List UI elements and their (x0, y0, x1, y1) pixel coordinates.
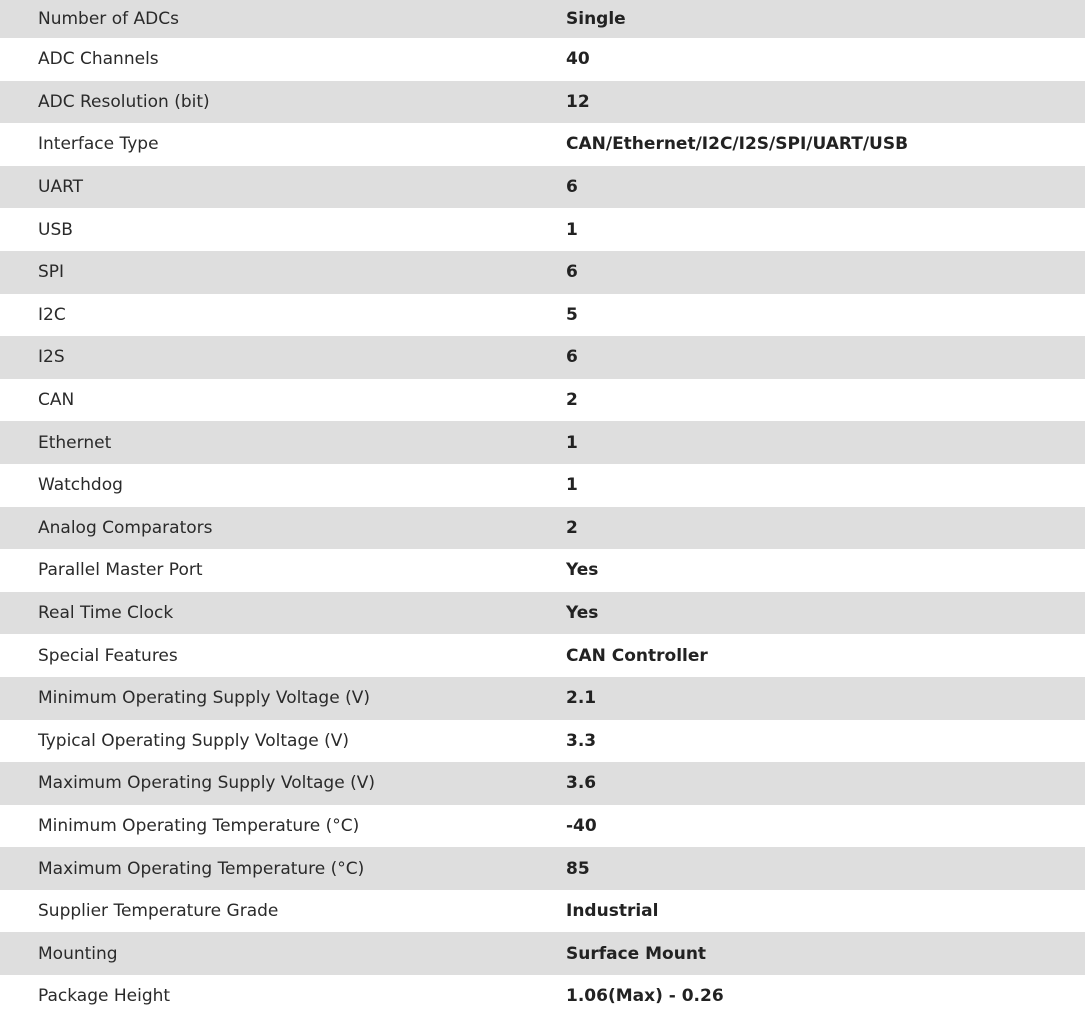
spec-label: Ethernet (38, 432, 112, 453)
spec-row-adc-channels (0, 38, 1085, 81)
spec-value: 5 (566, 304, 578, 325)
spec-row-min-operating-temperature (0, 805, 1085, 848)
spec-row-uart (0, 166, 1085, 209)
spec-value: 3.3 (566, 730, 597, 751)
spec-value: CAN/Ethernet/I2C/I2S/SPI/UART/USB (566, 134, 909, 155)
spec-value: 40 (566, 49, 590, 70)
spec-row-package-height (0, 975, 1085, 1018)
spec-value: 1.06(Max) - 0.26 (566, 986, 724, 1007)
spec-label: Special Features (38, 645, 178, 666)
spec-row-usb (0, 208, 1085, 251)
spec-row-spi (0, 251, 1085, 294)
spec-row-real-time-clock (0, 592, 1085, 635)
spec-value: 6 (566, 347, 578, 368)
spec-label: Typical Operating Supply Voltage (V) (38, 730, 349, 751)
spec-label: I2C (38, 304, 66, 325)
spec-row-max-operating-temperature (0, 847, 1085, 890)
spec-label: Analog Comparators (38, 517, 213, 538)
spec-row-number-of-adcs (0, 0, 1085, 38)
spec-row-watchdog (0, 464, 1085, 507)
spec-value: Yes (566, 560, 599, 581)
spec-value: Surface Mount (566, 943, 707, 964)
spec-value: Yes (566, 603, 599, 624)
spec-label: Real Time Clock (38, 603, 174, 624)
spec-row-typical-supply-voltage (0, 720, 1085, 763)
spec-row-can (0, 379, 1085, 422)
spec-label: SPI (38, 262, 65, 283)
spec-value: 1 (566, 432, 578, 453)
spec-label: CAN (38, 390, 75, 411)
spec-label: ADC Channels (38, 49, 159, 70)
spec-value: 1 (566, 475, 578, 496)
spec-value: 2.1 (566, 688, 597, 709)
spec-label: ADC Resolution (bit) (38, 91, 210, 112)
spec-row-analog-comparators (0, 507, 1085, 550)
spec-label: Watchdog (38, 475, 123, 496)
spec-label: Minimum Operating Temperature (°C) (38, 815, 360, 836)
spec-value: 12 (566, 91, 590, 112)
spec-row-ethernet (0, 421, 1085, 464)
spec-row-i2s (0, 336, 1085, 379)
spec-row-adc-resolution (0, 81, 1085, 124)
spec-value: 3.6 (566, 773, 597, 794)
spec-value: 6 (566, 177, 578, 198)
spec-value: 1 (566, 219, 578, 240)
spec-label: Mounting (38, 943, 118, 964)
spec-row-interface-type (0, 123, 1085, 166)
spec-label: Maximum Operating Temperature (°C) (38, 858, 365, 879)
spec-label: I2S (38, 347, 65, 368)
spec-label: UART (38, 177, 84, 198)
spec-label: Supplier Temperature Grade (38, 901, 279, 922)
spec-label: Package Height (38, 986, 171, 1007)
spec-value: CAN Controller (566, 645, 708, 666)
spec-label: USB (38, 219, 73, 240)
spec-label: Minimum Operating Supply Voltage (V) (38, 688, 370, 709)
spec-row-supplier-temperature-grade (0, 890, 1085, 933)
spec-value: 85 (566, 858, 590, 879)
spec-value: Single (566, 9, 626, 29)
spec-label: Maximum Operating Supply Voltage (V) (38, 773, 375, 794)
spec-row-parallel-master-port (0, 549, 1085, 592)
spec-row-max-supply-voltage (0, 762, 1085, 805)
spec-label: Number of ADCs (38, 9, 179, 29)
spec-row-min-supply-voltage (0, 677, 1085, 720)
spec-value: 2 (566, 390, 578, 411)
spec-label: Parallel Master Port (38, 560, 203, 581)
spec-value: Industrial (566, 901, 659, 922)
spec-value: 6 (566, 262, 578, 283)
spec-row-special-features (0, 634, 1085, 677)
spec-row-mounting (0, 932, 1085, 975)
spec-value: 2 (566, 517, 578, 538)
spec-label: Interface Type (38, 134, 159, 155)
spec-row-i2c (0, 294, 1085, 337)
spec-value: -40 (566, 815, 597, 836)
